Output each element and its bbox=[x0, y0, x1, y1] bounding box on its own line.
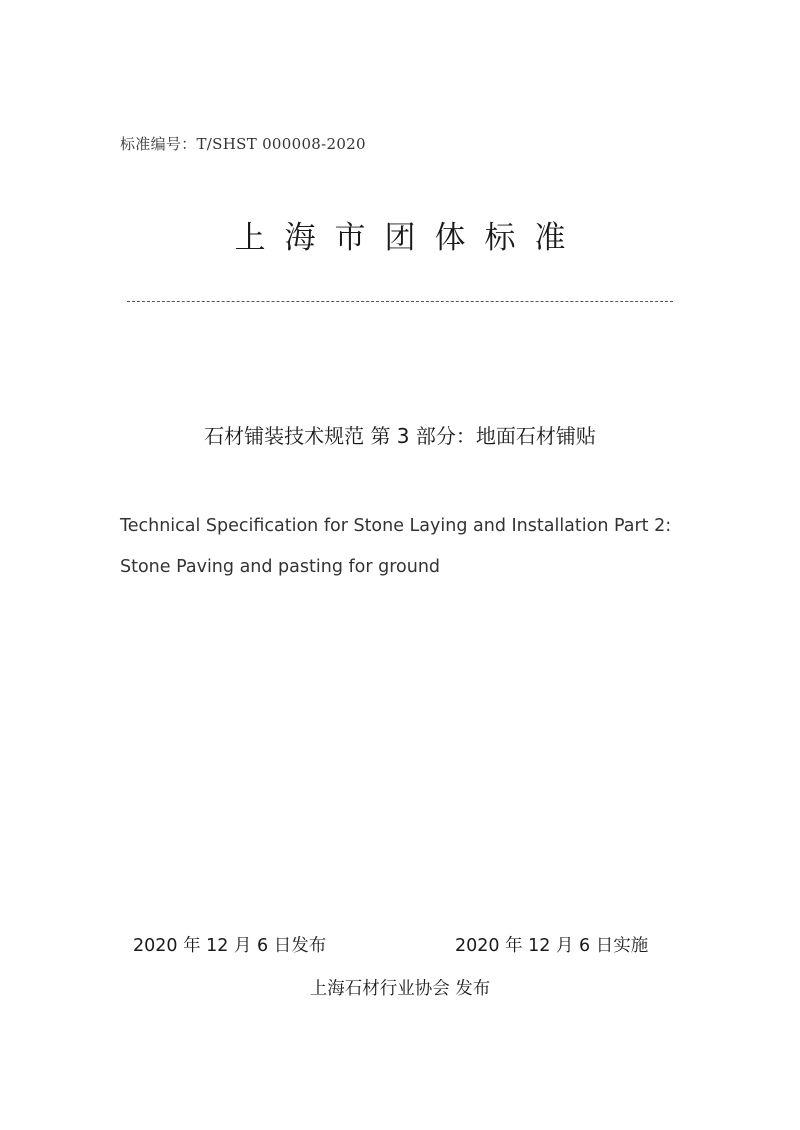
english-document-title bbox=[120, 506, 700, 588]
standard-number: 标准编号：T/SHST 000008-2020 bbox=[120, 135, 366, 153]
release-date: 2020 年 12 月 6 日发布 bbox=[133, 936, 327, 956]
publisher: 上海石材行业协会 发布 bbox=[309, 979, 491, 999]
english-title-line-1: Technical Specification for Stone Laying and Installation Part 2: bbox=[120, 516, 672, 536]
effective-date: 2020 年 12 月 6 日实施 bbox=[455, 936, 649, 956]
chinese-document-title: 石材铺装技术规范 第 3 部分：地面石材铺贴 bbox=[204, 424, 596, 448]
main-title: 上海市团体标准 bbox=[234, 220, 585, 256]
english-title-line-2: Stone Paving and pasting for ground bbox=[120, 557, 441, 577]
title-divider bbox=[127, 301, 673, 302]
